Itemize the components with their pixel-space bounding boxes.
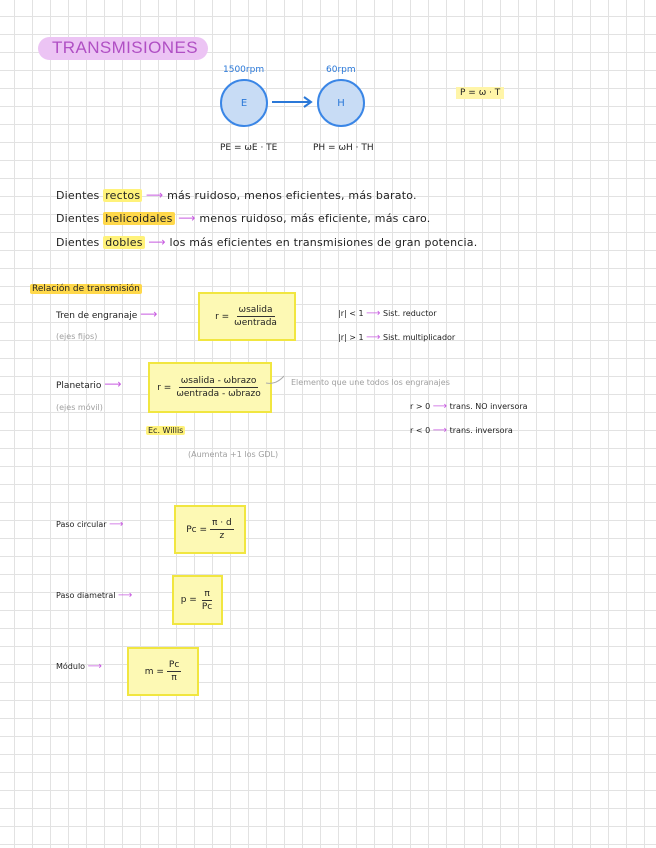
- node-e-label: E: [240, 97, 248, 109]
- brazo-note: Elemento que une todos los engranajes: [291, 378, 450, 387]
- inversora-row: [410, 425, 513, 436]
- arrow-right-icon: ⟶: [178, 211, 196, 225]
- page-title: TRANSMISIONES: [38, 37, 208, 60]
- fraction: [167, 660, 181, 683]
- power-formula: P = ω · T: [456, 87, 504, 99]
- multiplicador-label: Sist. multiplicador: [383, 333, 456, 342]
- formula-lhs: r =: [157, 382, 172, 393]
- modulo-box: [127, 647, 199, 696]
- teeth-desc: más ruidoso, menos eficientes, más barato.: [167, 189, 417, 202]
- power-left: PE = ωE · TE: [220, 143, 278, 153]
- teeth-type-dobles: dobles: [105, 236, 143, 249]
- teeth-prefix: Dientes: [56, 189, 100, 202]
- no-inversora-cond: r > 0: [410, 402, 431, 411]
- teeth-prefix: Dientes: [56, 212, 100, 225]
- node-h-label: H: [337, 97, 345, 109]
- arrow-right-icon: ⟶: [87, 661, 102, 672]
- tren-formula-box: [198, 292, 296, 341]
- multiplicador-row: [338, 332, 455, 343]
- arrow-right-icon: ⟶: [366, 332, 381, 343]
- arrow-right-icon: ⟶: [118, 590, 133, 601]
- denominator: z: [219, 531, 225, 541]
- willis-note: (Aumenta +1 los GDL): [188, 450, 279, 459]
- arrow-right-icon: ⟶: [366, 308, 381, 319]
- arrow-right-icon: ⟶: [140, 307, 158, 321]
- teeth-desc: los más eficientes en transmisiones de gran potencia.: [169, 236, 478, 249]
- no-inversora-row: [410, 401, 528, 412]
- denominator: π: [171, 673, 177, 683]
- teeth-prefix: Dientes: [56, 236, 100, 249]
- formula-lhs: Pc =: [186, 524, 208, 535]
- denominator: Pc: [201, 601, 213, 612]
- formula-label: Paso circular: [56, 520, 107, 529]
- tren-label: Tren de engranaje: [56, 311, 138, 321]
- denominator: ωentrada: [234, 318, 277, 328]
- inversora-cond: r < 0: [410, 426, 431, 435]
- modulo-row: [56, 661, 102, 672]
- paso-circular-box: [174, 505, 246, 554]
- teeth-type-helicoidales: helicoidales: [105, 212, 173, 225]
- numerator: π · d: [212, 518, 232, 528]
- inversora-label: trans. inversora: [449, 426, 513, 435]
- formula-lhs: m =: [144, 666, 164, 677]
- node-h: [317, 79, 365, 127]
- reductor-row: [338, 308, 437, 319]
- teeth-type-rectos: rectos: [105, 189, 141, 202]
- arrow-right-icon: ⟶: [145, 188, 164, 202]
- planetario-note: (ejes móvil): [56, 403, 103, 412]
- formula-label: Módulo: [56, 662, 86, 671]
- formula-lhs: p =: [180, 595, 197, 605]
- arrow-right-icon: ⟶: [109, 519, 124, 530]
- arrow-right-icon: [270, 95, 316, 109]
- teeth-line-rectos: [56, 188, 417, 202]
- numerator: Pc: [168, 660, 180, 670]
- rpm-right-label: 60rpm: [326, 65, 356, 75]
- node-e: [220, 79, 268, 127]
- planetario-formula-box: [148, 362, 272, 413]
- numerator: ωsalida - ωbrazo: [180, 376, 257, 386]
- planetario-label-row: [56, 377, 122, 391]
- tren-label-row: [56, 307, 157, 321]
- no-inversora-label: trans. NO inversora: [449, 402, 528, 411]
- formula-label: Paso diametral: [56, 591, 116, 600]
- formula-lhs: r =: [215, 311, 230, 322]
- fraction: [232, 305, 279, 328]
- section-heading: Relación de transmisión: [32, 284, 140, 294]
- paso-diametral-box: [172, 575, 223, 625]
- arrow-right-icon: ⟶: [104, 377, 122, 391]
- reductor-label: Sist. reductor: [383, 309, 437, 318]
- teeth-line-dobles: [56, 235, 477, 249]
- rpm-left-label: 1500rpm: [223, 65, 265, 75]
- power-right: PH = ωH · TH: [313, 143, 374, 153]
- arrow-right-icon: ⟶: [432, 425, 448, 436]
- fraction: [200, 589, 214, 612]
- fraction: [210, 518, 234, 541]
- paso-circular-row: [56, 519, 123, 530]
- teeth-desc: menos ruidoso, más eficiente, más caro.: [199, 212, 431, 225]
- denominator: ωentrada - ωbrazo: [176, 389, 261, 399]
- fraction: [174, 376, 262, 399]
- arrow-right-icon: ⟶: [432, 401, 448, 412]
- tren-note: (ejes fijos): [56, 332, 98, 341]
- numerator: π: [204, 588, 210, 599]
- multiplicador-cond: |r| > 1: [338, 333, 364, 342]
- numerator: ωsalida: [238, 305, 273, 315]
- curved-pointer-icon: [264, 373, 288, 387]
- teeth-line-helicoidales: [56, 211, 430, 225]
- arrow-right-icon: ⟶: [148, 235, 166, 249]
- willis-label: Ec. Willis: [148, 426, 184, 435]
- planetario-label: Planetario: [56, 381, 102, 391]
- paso-diametral-row: [56, 590, 132, 601]
- reductor-cond: |r| < 1: [338, 309, 364, 318]
